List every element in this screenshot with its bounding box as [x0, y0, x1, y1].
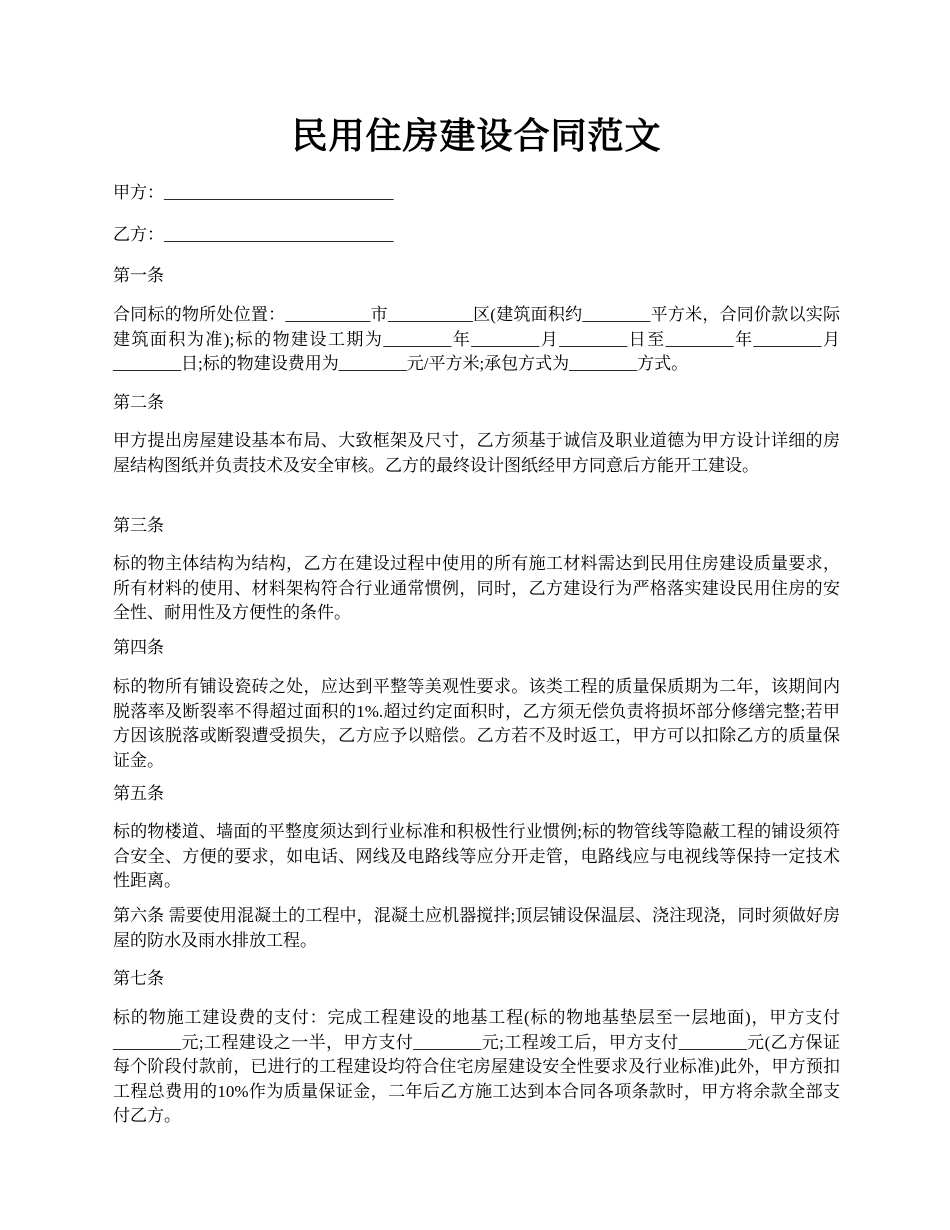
article-3-heading: 第三条: [113, 516, 164, 535]
article-1-body: 合同标的物所处位置：__________市__________区(建筑面积约________平方米，合同价款以实际建筑面积为准);标的物建设工期为________年________月________日至________年________月________日;标的物建设费用为________元/平方米;承包方式为________方式。: [113, 305, 840, 373]
article-5-body: 标的物楼道、墙面的平整度须达到行业标准和积极性行业惯例;标的物管线等隐蔽工程的铺设须符合安全、方便的要求，如电话、网线及电路线等应分开走管，电路线应与电视线等保持一定技术性距离。: [113, 822, 840, 890]
page-title: 民用住房建设合同范文: [291, 116, 662, 156]
article-6-body: 第六条 需要使用混凝土的工程中，混凝土应机器搅拌;顶层铺设保温层、浇注现浇，同时须做好房屋的防水及雨水排放工程。: [113, 906, 840, 950]
article-5-heading: 第五条: [113, 784, 164, 803]
article-7-body: 标的物施工建设费的支付：完成工程建设的地基工程(标的物地基垫层至一层地面)，甲方支付________元;工程建设之一半，甲方支付________元;工程竣工后，甲方支付________元(乙方保证每个阶段付款前，已进行的工程建设均符合住宅房屋建设安全性要求及行业标准)此外，甲方预扣工程总费用的10%作为质量保证金，二年后乙方施工达到本合同各项条款时，甲方将余款全部支付乙方。: [113, 1008, 840, 1125]
party-a-line: 甲方：___________________________: [113, 183, 394, 202]
article-4-heading: 第四条: [113, 638, 164, 657]
article-1-heading: 第一条: [113, 266, 164, 285]
article-7-heading: 第七条: [113, 969, 164, 988]
article-2-body: 甲方提出房屋建设基本布局、大致框架及尺寸，乙方须基于诚信及职业道德为甲方设计详细的房屋结构图纸并负责技术及安全审核。乙方的最终设计图纸经甲方同意后方能开工建设。: [113, 431, 840, 475]
article-3-body: 标的物主体结构为结构，乙方在建设过程中使用的所有施工材料需达到民用住房建设质量要求，所有材料的使用、材料架构符合行业通常惯例，同时，乙方建设行为严格落实建设民用住房的安全性、耐用性及方便性的条件。: [113, 554, 840, 622]
party-b-line: 乙方：___________________________: [113, 225, 394, 244]
article-4-body: 标的物所有铺设瓷砖之处，应达到平整等美观性要求。该类工程的质量保质期为二年，该期间内脱落率及断裂率不得超过面积的1%.超过约定面积时，乙方须无偿负责将损坏部分修缮完整;若甲方因该脱落或断裂遭受损失，乙方应予以赔偿。乙方若不及时返工，甲方可以扣除乙方的质量保证金。: [113, 677, 840, 770]
article-2-heading: 第二条: [113, 393, 164, 412]
